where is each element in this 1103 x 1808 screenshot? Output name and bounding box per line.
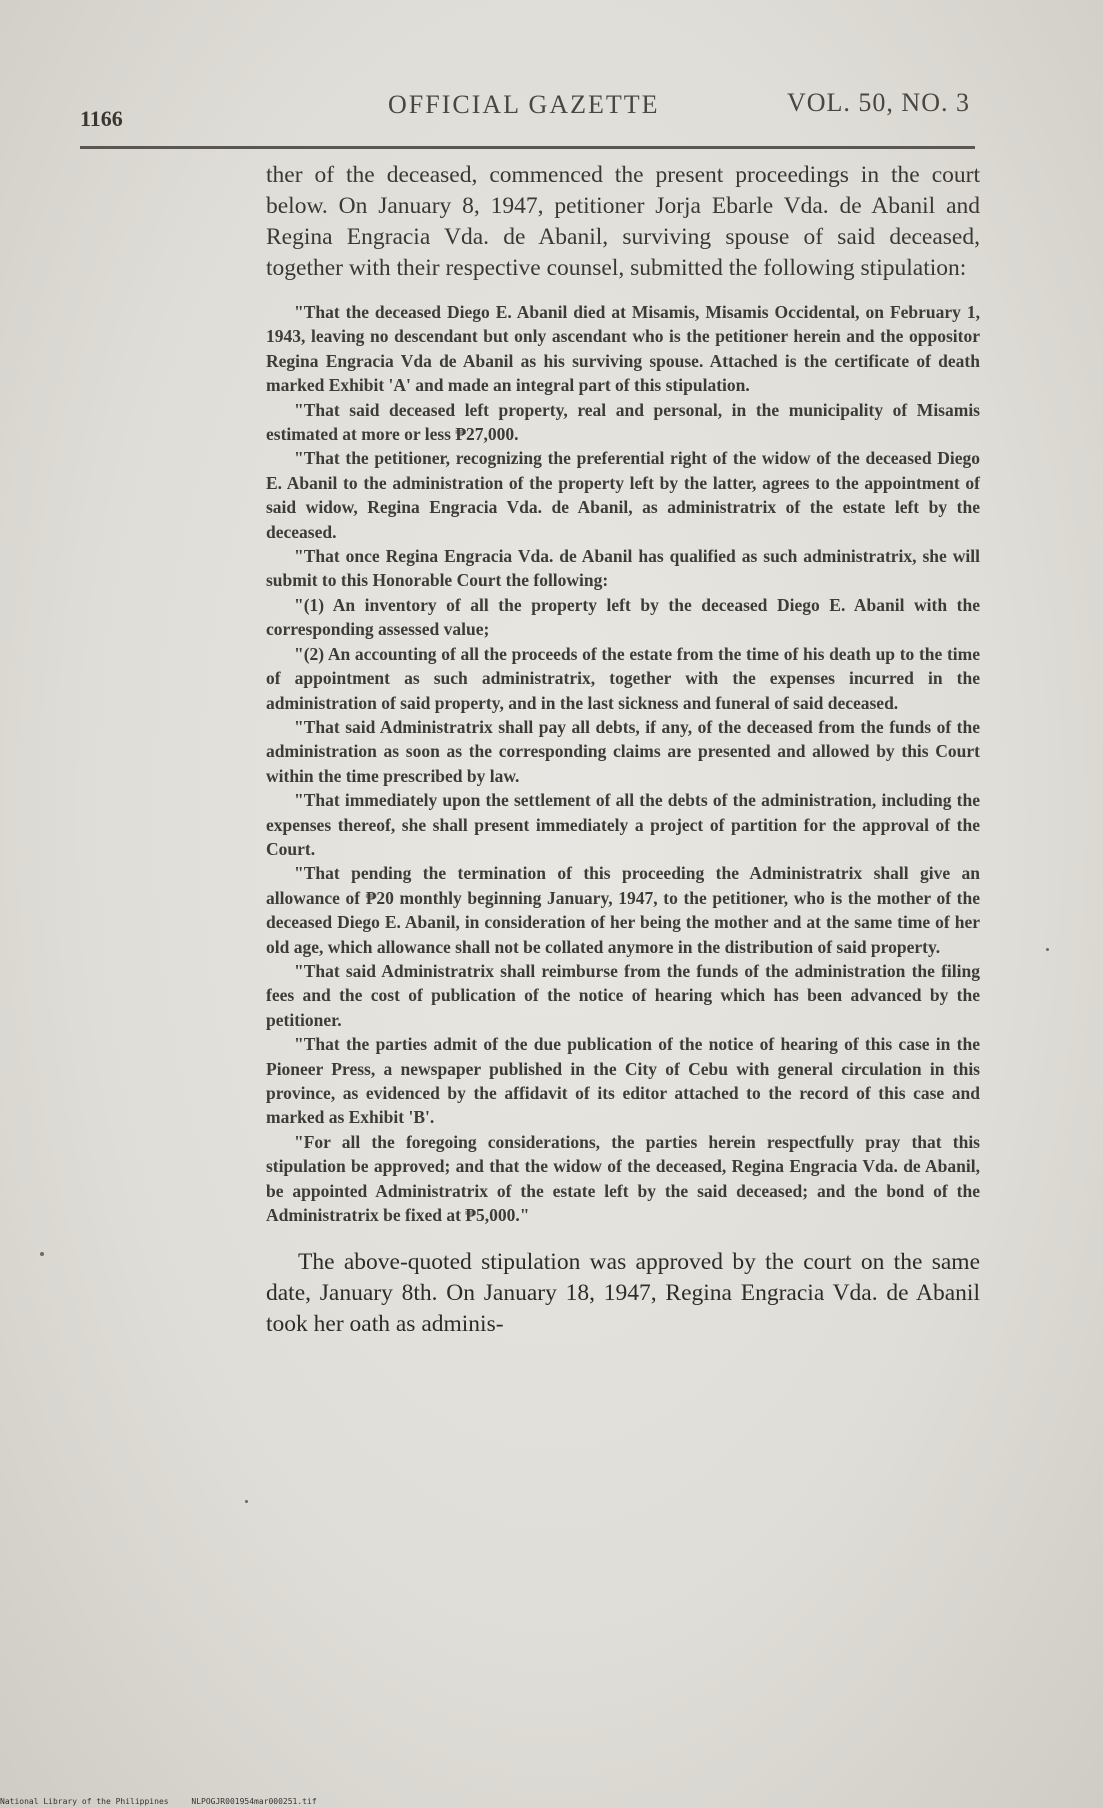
page-body [266,160,980,1364]
scan-filename: NLPOGJR001954mar000251.tif [191,1797,317,1806]
page-header [80,88,970,130]
stipulation-paragraph: "That once Regina Engracia Vda. de Abanil has qualified as such administratrix, she will submit to this Honorable Court the following: [266,546,980,591]
stipulation-paragraph: "For all the foregoing considerations, the parties herein respectfully pray that this stipulation be approved; and that the widow of the deceased, Regina Engracia Vda. de Abanil, be appointed Administratrix of the estate left by the said deceased; and the bond of the Administratrix be fixed at ₱5,000." [266,1131,980,1226]
opening-paragraph: ther of the deceased, commenced the present proceedings in the court below. On January 8, 1947, petitioner Jorja Ebarle Vda. de Abanil and Regina Engracia Vda. de Abanil, surviving spouse of said deceased, together with their respective counsel, submitted the following stipulation: [266,162,980,281]
stipulation-paragraph: "That said Administratrix shall pay all debts, if any, of the deceased from the funds of the administration as soon as the corresponding claims are presented and allowed by this Court within the time prescribed by law. [266,716,980,786]
stipulation-paragraph: "That the petitioner, recognizing the preferential right of the widow of the deceased Diego E. Abanil to the administration of the property left by the latter, agrees to the appointment of said widow, Regina Engracia Vda. de Abanil, as administratrix of the estate left by the deceased. [266,448,980,542]
header-rule [80,146,975,149]
stipulation-paragraph: "That pending the termination of this proceeding the Administratrix shall give an allowance of ₱20 monthly beginning January, 1947, to the petitioner, who is the mother of the deceased Diego E. Abanil, in consideration of her being the mother and at the same time of her old age, which allowance shall not be collated anymore in the distribution of said property. [266,863,980,957]
volume-number: VOL. 50, NO. 3 [787,88,970,117]
publication-title: OFFICIAL GAZETTE [388,90,660,119]
scan-speck [40,1252,44,1256]
scan-speck [1046,948,1049,951]
stipulation-paragraph: "That the parties admit of the due publication of the notice of hearing of this case in the Pioneer Press, a newspaper published in the City of Cebu with general circulation in this province, as evidenced by the affidavit of its editor attached to the record of this case and marked as Exhibit 'B'. [266,1034,980,1128]
stipulation-paragraph: "(2) An accounting of all the proceeds of the estate from the time of his death up to the time of appointment as such administratrix, together with the expenses incurred in the administration of said property, and in the last sickness and funeral of said deceased. [266,643,980,713]
stipulation-paragraph: "That said deceased left property, real and personal, in the municipality of Misamis estimated at more or less ₱27,000. [266,399,980,445]
scan-speck [245,1500,248,1503]
stipulation-paragraph: "That said Administratrix shall reimburse from the funds of the administration the filing fees and the cost of publication of the notice of hearing which has been advanced by the petitioner. [266,960,980,1030]
library-credit: National Library of the Philippines [0,1797,169,1806]
closing-paragraph: The above-quoted stipulation was approved by the court on the same date, January 8th. On January 18, 1947, Regina Engracia Vda. de Abanil took her oath as adminis- [266,1249,980,1338]
page-number: 1166 [80,106,123,131]
stipulation-paragraph: "(1) An inventory of all the property left by the deceased Diego E. Abanil with the corresponding assessed value; [266,594,980,640]
stipulation-paragraph: "That the deceased Diego E. Abanil died at Misamis, Misamis Occidental, on February 1, 1943, leaving no descendant but only ascendant who is the petitioner herein and the oppositor Regina Engracia Vda de Abanil as his surviving spouse. Attached is the certificate of death marked Exhibit 'A' and made an integral part of this stipulation. [266,302,980,396]
scan-footer [0,1797,335,1806]
stipulation-paragraph: "That immediately upon the settlement of all the debts of the administration, including the expenses thereof, she shall present immediately a project of partition for the approval of the Court. [266,790,980,859]
stipulation-quote [266,300,980,1227]
